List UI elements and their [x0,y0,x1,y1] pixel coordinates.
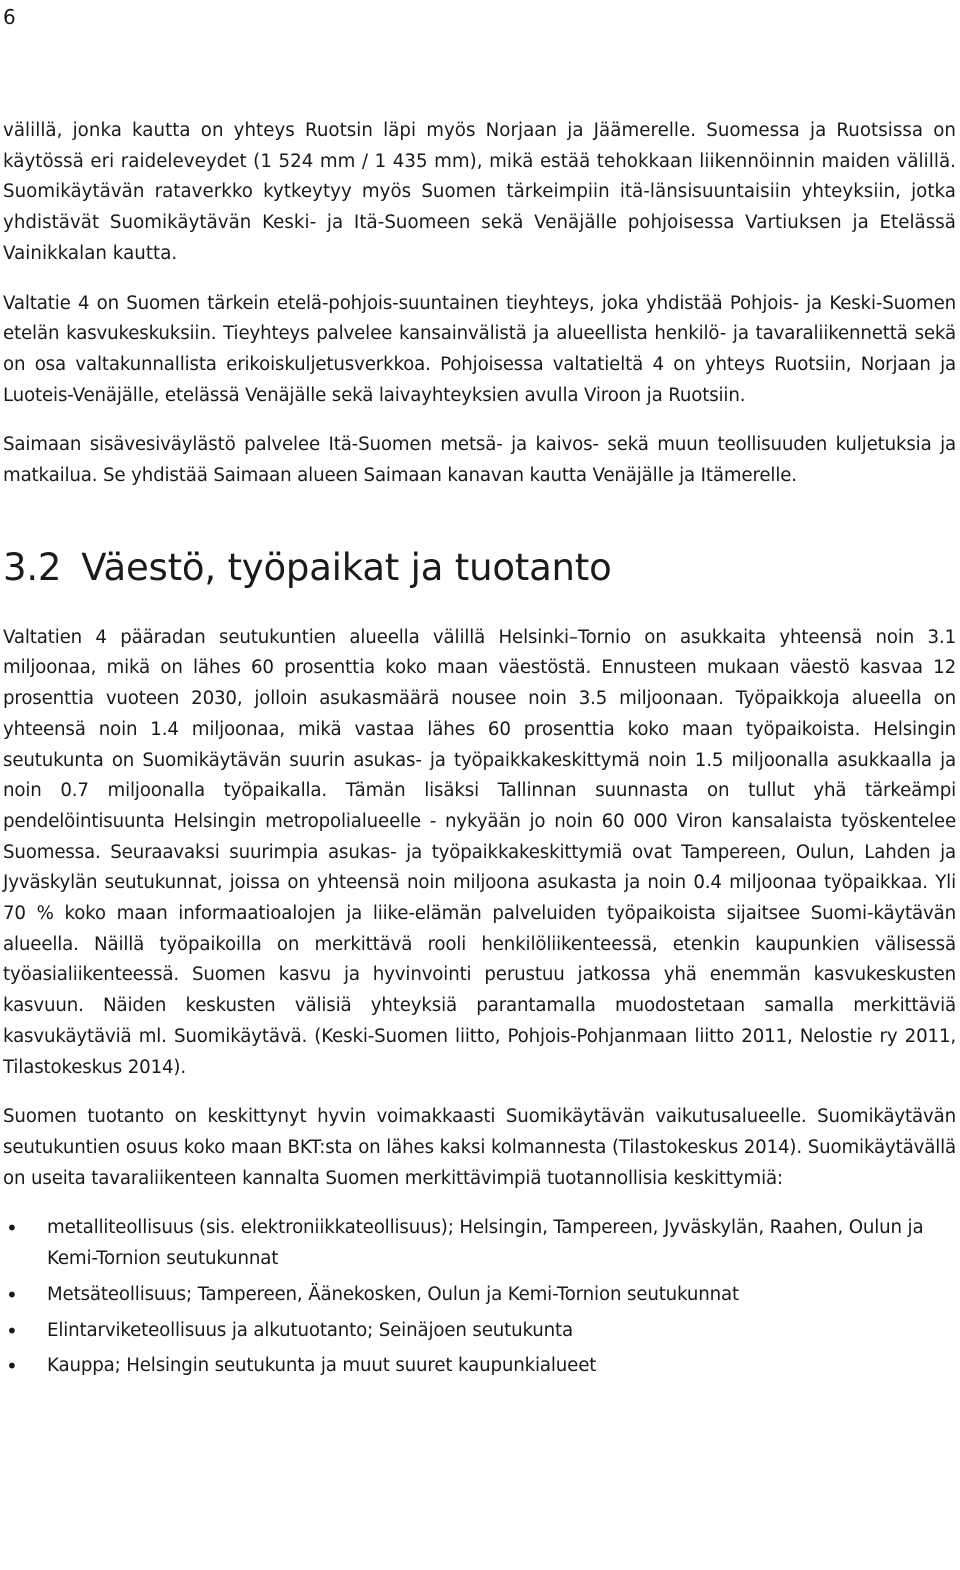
list-item-text: metalliteollisuus (sis. elektroniikkateollisuus); Helsingin, Tampereen, Jyväskylän, Raahen, Oulun ja Kemi-Tornion seutukunnat [47,1217,924,1270]
paragraph-population-jobs: Valtatien 4 pääradan seutukuntien alueella välillä Helsinki–Tornio on asukkaita yhteensä noin 3.1 miljoonaa, mikä on lähes 60 prosenttia koko maan väestöstä. Ennusteen mukaan väestö kasvaa 12 prosenttia vuoteen 2030, jolloin asukasmäärä nousee noin 3.5 miljoonaan. Työpaikkoja alueella on yhteensä noin 1.4 miljoonaa, mikä vastaa lähes 60 prosenttia koko maan työpaikoista. Helsingin seutukunta on Suomikäytävän suurin asukas- ja työpaikkakeskittymä noin 1.5 miljoonalla asukkaalla ja noin 0.7 miljoonalla työpaikalla. Tämän lisäksi Tallinnan suunnasta on tullut yhä tärkeämpi pendelöintisuunta Helsingin metropolialueelle - nykyään jo noin 60 000 Viron kansalaista työskentelee Suomessa. Seuraavaksi suurimpia asukas- ja työpaikkakeskittymiä ovat Tampereen, Oulun, Lahden ja Jyväskylän seutukunnat, joissa on yhteensä noin miljoona asukasta ja noin 0.4 miljoonaa työpaikkaa. Yli 70 % koko maan informaatioalojen ja liike-elämän palveluiden työpaikoista sijaitsee Suomi-käytävän alueella. Näillä työpaikoilla on merkittävä rooli henkilöliikenteessä, etenkin kaupunkien välisessä työasialiikenteessä. Suomen kasvu ja hyvinvointi perustuu jatkossa yhä enemmän kasvukeskusten kasvuun. Näiden keskusten välisiä yhteyksiä parantamalla muodostetaan samalla merkittäviä kasvukäytäviä ml. Suomikäytävä. (Keski-Suomen liitto, Pohjois-Pohjanmaan liitto 2011, Nelostie ry 2011, Tilastokeskus 2014). [3,626,956,1078]
paragraph-saimaa-waterway: Saimaan sisävesiväylästö palvelee Itä-Suomen metsä- ja kaivos- sekä muun teollisuuden kuljetuksia ja matkailua. Se yhdistää Saimaan alueen Saimaan kanavan kautta Venäjälle ja Itämerelle. [3,434,956,487]
section-number: 3.2 [3,545,62,589]
list-item [3,1213,956,1274]
paragraph-production: Suomen tuotanto on keskittynyt hyvin voimakkaasti Suomikäytävän vaikutusalueelle. Suomikäytävän seutukuntien osuus koko maan BKT:sta on lähes kaksi kolmannesta (Tilastokeskus 2014). Suomikäytävällä on useita tavaraliikenteen kannalta Suomen merkittävimpiä tuotannollisia keskittymiä: [3,1106,956,1189]
list-item [3,1280,956,1311]
section-title: Väestö, työpaikat ja tuotanto [81,545,612,589]
list-item-text: Kauppa; Helsingin seutukunta ja muut suuret kaupunkialueet [47,1355,597,1377]
document-body [3,116,956,1387]
section-heading [3,544,956,592]
page-number: 6 [3,5,16,29]
bullet-icon: • [6,1216,18,1241]
list-item-text: Elintarviketeollisuus ja alkutuotanto; Seinäjoen seutukunta [47,1319,574,1341]
paragraph-highway-4: Valtatie 4 on Suomen tärkein etelä-pohjois-suuntainen tieyhteys, joka yhdistää Pohjois- ja Keski-Suomen etelän kasvukeskuksiin. Tieyhteys palvelee kansainvälistä ja alueellista henkilö- ja tavaraliikennettä sekä on osa valtakunnallista erikoiskuljetusverkkoa. Pohjoisessa valtatieltä 4 on yhteys Ruotsiin, Norjaan ja Luoteis-Venäjälle, etelässä Venäjälle sekä laivayhteyksien avulla Viroon ja Ruotsiin. [3,292,956,406]
industry-list [3,1213,956,1382]
bullet-icon: • [6,1354,18,1379]
bullet-icon: • [6,1318,18,1343]
list-item [3,1316,956,1347]
list-item [3,1351,956,1382]
list-item-text: Metsäteollisuus; Tampereen, Äänekosken, Oulun ja Kemi-Tornion seutukunnat [47,1283,739,1305]
bullet-icon: • [6,1282,18,1307]
paragraph-rail-connections: välillä, jonka kautta on yhteys Ruotsin läpi myös Norjaan ja Jäämerelle. Suomessa ja Ruotsissa on käytössä eri raideleveydet (1 524 mm / 1 435 mm), mikä estää tehokkaan liikennöinnin maiden välillä. Suomikäytävän rataverkko kytkeytyy myös Suomen tärkeimpiin itä-länsisuuntaisiin yhteyksiin, jotka yhdistävät Suomikäytävän Keski- ja Itä-Suomeen sekä Venäjälle pohjoisessa Vartiuksen ja Etelässä Vainikkalan kautta. [3,120,956,264]
